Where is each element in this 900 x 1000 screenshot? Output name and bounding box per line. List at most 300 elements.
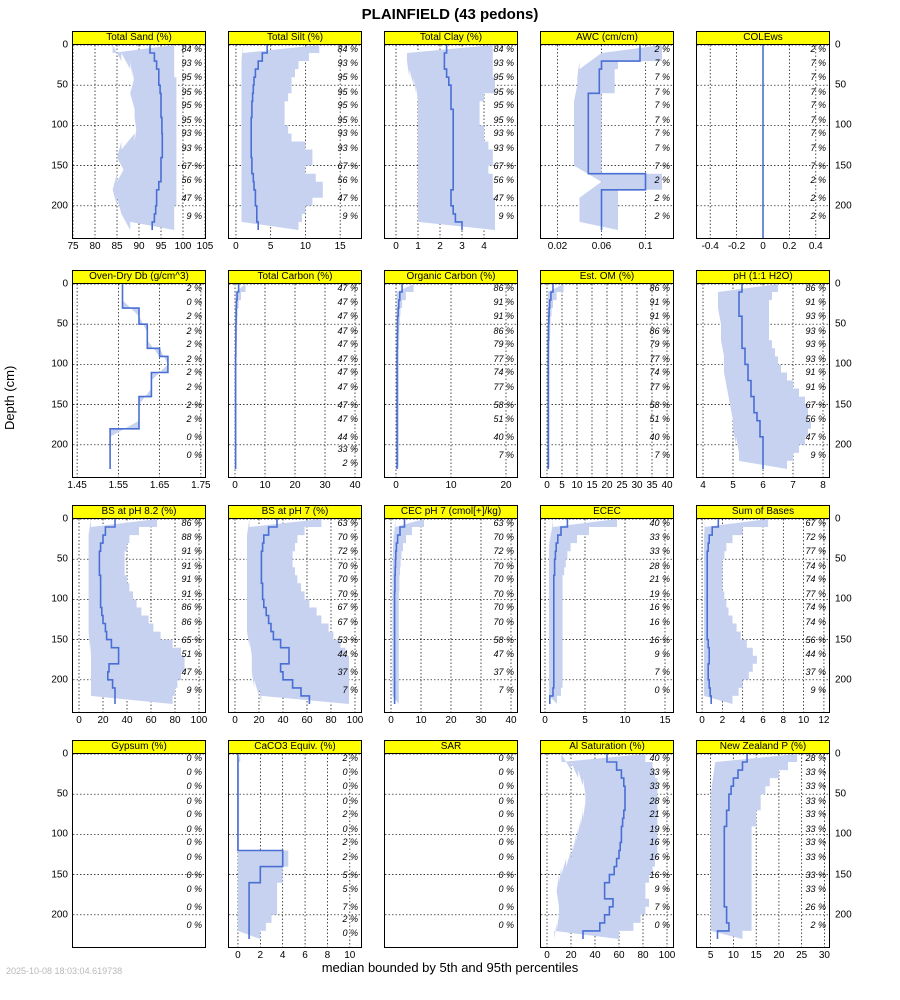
- x-tick-label: 4: [700, 480, 706, 491]
- percentile-label: 65 %: [181, 634, 202, 645]
- percentile-label: 7 %: [498, 685, 514, 696]
- x-tick-labels: [697, 715, 829, 729]
- percentile-annotations: [696, 518, 826, 713]
- panel-title: Gypsum (%): [72, 740, 206, 754]
- percentile-label: 67 %: [493, 160, 514, 171]
- percentile-label: 77 %: [493, 353, 514, 364]
- percentile-label: 74 %: [805, 616, 826, 627]
- percentile-annotations: [540, 753, 670, 948]
- percentile-label: 70 %: [493, 531, 514, 542]
- percentile-label: 67 %: [805, 399, 826, 410]
- panel-title: Organic Carbon (%): [384, 270, 518, 284]
- panel-title: COLEws: [696, 31, 830, 45]
- percentile-label: 47 %: [337, 339, 358, 350]
- x-tick-label: 1.75: [191, 480, 211, 491]
- x-tick-label: 10: [259, 480, 271, 491]
- percentile-label: 86 %: [181, 602, 202, 613]
- panel-title: BS at pH 8.2 (%): [72, 505, 206, 519]
- panel-title: Total Clay (%): [384, 31, 518, 45]
- x-tick-labels: [541, 715, 673, 729]
- depth-tick-label: 50: [835, 318, 847, 330]
- x-tick-label: 35: [646, 480, 658, 491]
- percentile-label: 2 %: [810, 920, 826, 931]
- percentile-label: 7 %: [810, 160, 826, 171]
- percentile-label: 47 %: [337, 399, 358, 410]
- percentile-label: 47 %: [337, 367, 358, 378]
- depth-tick-label: 0: [62, 513, 68, 525]
- x-tick-label: 10: [571, 480, 583, 491]
- percentile-label: 28 %: [649, 560, 670, 571]
- x-tick-label: 80: [637, 950, 649, 961]
- percentile-label: 0 %: [186, 920, 202, 931]
- x-tick-label: 0.02: [547, 241, 568, 252]
- x-tick-label: 7: [790, 480, 796, 491]
- percentile-label: 95 %: [337, 100, 358, 111]
- page-title: PLAINFIELD (43 pedons): [361, 6, 539, 23]
- percentile-label: 74 %: [805, 602, 826, 613]
- percentile-label: 33 %: [805, 823, 826, 834]
- x-tick-labels: [67, 241, 214, 255]
- percentile-label: 0 %: [186, 823, 202, 834]
- percentile-label: 2 %: [810, 211, 826, 222]
- percentile-label: 2 %: [342, 913, 358, 924]
- percentile-label: 16 %: [649, 634, 670, 645]
- percentile-label: 84 %: [181, 44, 202, 55]
- percentile-label: 26 %: [805, 901, 826, 912]
- percentile-label: 95 %: [181, 86, 202, 97]
- x-tick-label: 3: [459, 241, 465, 252]
- percentile-label: 58 %: [493, 399, 514, 410]
- percentile-label: 9 %: [186, 685, 202, 696]
- percentile-annotations: [696, 283, 826, 478]
- percentile-label: 56 %: [337, 175, 358, 186]
- percentile-annotations: [384, 44, 514, 239]
- percentile-label: 2 %: [342, 837, 358, 848]
- panel-total-sand: [51, 31, 214, 252]
- x-tick-label: 8: [820, 480, 826, 491]
- percentile-label: 0 %: [498, 869, 514, 880]
- panel-title: Al Saturation (%): [540, 740, 674, 754]
- percentile-annotations: [696, 44, 826, 239]
- x-tick-label: -0.2: [727, 241, 746, 252]
- x-tick-label: 4: [279, 950, 286, 961]
- percentile-label: 0 %: [186, 781, 202, 792]
- x-tick-label: 0: [235, 950, 241, 961]
- x-tick-label: 30: [818, 950, 830, 961]
- depth-tick-labels: [42, 39, 68, 239]
- percentile-label: 7 %: [654, 142, 670, 153]
- percentile-label: 2 %: [186, 339, 202, 350]
- panel-title: BS at pH 7 (%): [228, 505, 362, 519]
- x-tick-labels: [541, 950, 676, 964]
- depth-tick-labels: [42, 748, 68, 948]
- panel-title: CEC pH 7 (cmol[+]/kg): [384, 505, 518, 519]
- percentile-label: 79 %: [493, 339, 514, 350]
- x-tick-label: 2: [257, 950, 264, 961]
- percentile-label: 67 %: [337, 616, 358, 627]
- percentile-label: 67 %: [805, 518, 826, 529]
- panel-bs-at-ph-7: [228, 505, 364, 726]
- x-tick-label: 6: [760, 480, 766, 491]
- depth-tick-label: 200: [51, 200, 68, 212]
- percentile-label: 7 %: [654, 86, 670, 97]
- percentile-label: 7 %: [810, 142, 826, 153]
- depth-tick-label: 200: [51, 909, 68, 921]
- panel-title: AWC (cm/cm): [540, 31, 674, 45]
- percentile-label: 2 %: [186, 353, 202, 364]
- panel-total-clay: [384, 31, 518, 252]
- percentile-label: 47 %: [337, 311, 358, 322]
- percentile-label: 0 %: [186, 753, 202, 764]
- x-tick-labels: [697, 480, 829, 494]
- x-tick-label: 15: [659, 715, 671, 726]
- depth-tick-label: 150: [51, 634, 68, 646]
- percentile-label: 33 %: [805, 809, 826, 820]
- percentile-label: 21 %: [649, 809, 670, 820]
- percentile-label: 9 %: [342, 211, 358, 222]
- percentile-label: 0 %: [498, 781, 514, 792]
- percentile-label: 91 %: [805, 381, 826, 392]
- y-axis-label: Depth (cm): [2, 365, 17, 430]
- percentile-label: 2 %: [810, 192, 826, 203]
- x-tick-label: 75: [67, 241, 79, 252]
- percentile-label: 56 %: [181, 175, 202, 186]
- depth-tick-label: 50: [56, 788, 68, 800]
- depth-tick-label: 150: [835, 634, 852, 646]
- percentile-label: 56 %: [493, 175, 514, 186]
- panel-total-silt: [228, 31, 362, 252]
- percentile-label: 7 %: [342, 685, 358, 696]
- percentile-label: 0 %: [498, 823, 514, 834]
- percentile-label: 0 %: [186, 901, 202, 912]
- panel-organic-carbon: [384, 270, 518, 491]
- percentile-annotations: [228, 753, 358, 948]
- percentile-label: 77 %: [493, 381, 514, 392]
- x-tick-label: 0: [232, 715, 238, 726]
- percentile-label: 70 %: [337, 560, 358, 571]
- percentile-label: 33 %: [805, 869, 826, 880]
- x-tick-label: 80: [169, 715, 181, 726]
- x-tick-labels: [229, 241, 361, 255]
- percentile-label: 63 %: [337, 518, 358, 529]
- x-tick-label: 5: [267, 241, 274, 252]
- percentile-label: 0 %: [186, 766, 202, 777]
- depth-tick-label: 0: [835, 39, 841, 51]
- panel-sum-of-bases: [696, 505, 852, 726]
- percentile-label: 95 %: [493, 114, 514, 125]
- x-tick-labels: [67, 480, 211, 494]
- x-tick-label: 25: [616, 480, 628, 491]
- percentile-label: 95 %: [337, 72, 358, 83]
- percentile-label: 7 %: [654, 666, 670, 677]
- percentile-label: 0 %: [186, 869, 202, 880]
- x-tick-labels: [697, 950, 829, 964]
- panel-bs-at-ph-8-2: [51, 505, 208, 726]
- percentile-label: 93 %: [493, 128, 514, 139]
- percentile-label: 91 %: [493, 311, 514, 322]
- percentile-annotations: [384, 753, 514, 948]
- depth-tick-label: 150: [835, 160, 852, 172]
- percentile-label: 0 %: [186, 795, 202, 806]
- x-tick-labels: [385, 241, 517, 255]
- percentile-label: 2 %: [186, 414, 202, 425]
- x-tick-label: 15: [334, 241, 346, 252]
- x-tick-label: 30: [475, 715, 487, 726]
- percentile-annotations: [384, 283, 514, 478]
- x-tick-label: 10: [619, 715, 631, 726]
- x-tick-label: 40: [121, 715, 133, 726]
- percentile-label: 56 %: [805, 634, 826, 645]
- percentile-label: 0 %: [342, 766, 358, 777]
- x-tick-label: 1.45: [67, 480, 87, 491]
- x-tick-label: 0.1: [638, 241, 653, 252]
- percentile-label: 88 %: [181, 531, 202, 542]
- depth-tick-label: 0: [835, 513, 841, 525]
- percentile-label: 67 %: [337, 160, 358, 171]
- percentile-label: 56 %: [805, 414, 826, 425]
- percentile-label: 93 %: [181, 142, 202, 153]
- x-tick-label: 5: [707, 950, 714, 961]
- panel-al-saturation: [540, 740, 676, 961]
- x-tick-labels: [73, 715, 208, 729]
- x-tick-label: 20: [289, 480, 301, 491]
- depth-tick-label: 0: [835, 278, 841, 290]
- percentile-label: 47 %: [337, 283, 358, 294]
- depth-tick-label: 150: [51, 399, 68, 411]
- depth-tick-label: 50: [56, 553, 68, 565]
- x-tick-label: 40: [589, 950, 601, 961]
- panel-oven-dry-db-g-cm-3: [51, 270, 211, 491]
- percentile-label: 74 %: [805, 560, 826, 571]
- percentile-label: 74 %: [805, 574, 826, 585]
- x-tick-label: 0: [233, 241, 239, 252]
- percentile-label: 86 %: [649, 325, 670, 336]
- percentile-label: 58 %: [493, 634, 514, 645]
- percentile-label: 7 %: [654, 160, 670, 171]
- percentile-label: 86 %: [181, 518, 202, 529]
- x-tick-label: 6: [760, 715, 766, 726]
- percentile-label: 72 %: [805, 531, 826, 542]
- x-tick-label: 0: [544, 480, 550, 491]
- x-tick-label: 0: [393, 480, 399, 491]
- panel-title: ECEC: [540, 505, 674, 519]
- panel-ecec: [540, 505, 674, 726]
- percentile-label: 7 %: [810, 72, 826, 83]
- x-tick-label: 80: [89, 241, 101, 252]
- percentile-label: 7 %: [654, 128, 670, 139]
- percentile-label: 77 %: [649, 353, 670, 364]
- percentile-label: 9 %: [498, 211, 514, 222]
- percentile-label: 9 %: [810, 685, 826, 696]
- percentile-label: 0 %: [342, 823, 358, 834]
- percentile-label: 7 %: [810, 114, 826, 125]
- percentile-label: 5 %: [342, 869, 358, 880]
- percentile-label: 0 %: [186, 809, 202, 820]
- percentile-annotations: [540, 518, 670, 713]
- x-tick-label: 5: [730, 480, 736, 491]
- panel-title: SAR: [384, 740, 518, 754]
- percentile-label: 70 %: [493, 588, 514, 599]
- percentile-label: 0 %: [342, 927, 358, 938]
- x-tick-label: 20: [601, 480, 613, 491]
- percentile-label: 70 %: [337, 574, 358, 585]
- x-tick-label: 2: [437, 241, 443, 252]
- percentile-label: 93 %: [181, 57, 202, 68]
- depth-tick-label: 0: [62, 748, 68, 760]
- panel-title: Est. OM (%): [540, 270, 674, 284]
- depth-tick-label: 100: [51, 358, 68, 370]
- panel-est-om: [540, 270, 674, 491]
- percentile-label: 0 %: [654, 920, 670, 931]
- percentile-label: 93 %: [805, 311, 826, 322]
- percentile-annotations: [72, 44, 202, 239]
- percentile-label: 63 %: [493, 518, 514, 529]
- percentile-label: 53 %: [337, 634, 358, 645]
- percentile-label: 28 %: [805, 753, 826, 764]
- percentile-label: 51 %: [493, 414, 514, 425]
- x-tick-label: 1.55: [108, 480, 129, 491]
- x-tick-labels: [385, 715, 517, 729]
- percentile-annotations: [72, 518, 202, 713]
- depth-tick-label: 0: [835, 748, 841, 760]
- percentile-label: 67 %: [337, 602, 358, 613]
- x-tick-label: 1.65: [149, 480, 170, 491]
- percentile-label: 33 %: [649, 546, 670, 557]
- percentile-label: 91 %: [805, 367, 826, 378]
- x-tick-label: 1: [415, 241, 421, 252]
- percentile-label: 7 %: [810, 100, 826, 111]
- x-tick-label: 30: [319, 480, 331, 491]
- depth-tick-label: 150: [51, 160, 68, 172]
- percentile-label: 16 %: [649, 616, 670, 627]
- x-tick-label: 20: [97, 715, 109, 726]
- x-tick-label: 40: [349, 480, 361, 491]
- percentile-label: 91 %: [649, 311, 670, 322]
- percentile-label: 77 %: [805, 546, 826, 557]
- percentile-label: 0 %: [498, 809, 514, 820]
- percentile-label: 91 %: [181, 574, 202, 585]
- panel-sar: [384, 740, 518, 949]
- panel-caco3-equiv: [228, 740, 362, 961]
- depth-tick-label: 100: [51, 593, 68, 605]
- x-tick-label: 25: [796, 950, 808, 961]
- x-tick-label: 10: [798, 715, 810, 726]
- depth-tick-label: 200: [835, 909, 852, 921]
- percentile-label: 91 %: [649, 296, 670, 307]
- x-tick-label: 20: [253, 715, 265, 726]
- percentile-label: 7 %: [342, 901, 358, 912]
- x-tick-labels: [541, 241, 673, 255]
- percentile-label: 72 %: [337, 546, 358, 557]
- panel-title: pH (1:1 H2O): [696, 270, 830, 284]
- percentile-label: 28 %: [649, 795, 670, 806]
- percentile-label: 79 %: [649, 339, 670, 350]
- percentile-label: 44 %: [805, 649, 826, 660]
- percentile-label: 47 %: [337, 296, 358, 307]
- percentile-label: 2 %: [654, 192, 670, 203]
- percentile-label: 70 %: [493, 560, 514, 571]
- percentile-label: 9 %: [810, 450, 826, 461]
- percentile-label: 47 %: [337, 192, 358, 203]
- percentile-label: 33 %: [649, 781, 670, 792]
- percentile-label: 70 %: [337, 588, 358, 599]
- percentile-label: 33 %: [805, 884, 826, 895]
- percentile-label: 0 %: [186, 837, 202, 848]
- percentile-label: 0 %: [498, 901, 514, 912]
- x-tick-label: 2: [719, 715, 726, 726]
- percentile-label: 33 %: [649, 531, 670, 542]
- percentile-label: 16 %: [649, 602, 670, 613]
- percentile-label: 95 %: [337, 114, 358, 125]
- percentile-label: 2 %: [654, 44, 670, 55]
- percentile-label: 0 %: [498, 884, 514, 895]
- percentile-label: 0 %: [498, 837, 514, 848]
- percentile-label: 9 %: [654, 884, 670, 895]
- x-tick-labels: [385, 480, 517, 494]
- percentile-annotations: [228, 518, 358, 713]
- percentile-label: 33 %: [805, 766, 826, 777]
- depth-tick-label: 200: [835, 439, 852, 451]
- percentile-annotations: [384, 518, 514, 713]
- percentile-label: 95 %: [493, 86, 514, 97]
- percentile-label: 58 %: [649, 399, 670, 410]
- percentile-label: 91 %: [181, 546, 202, 557]
- x-tick-label: 8: [780, 715, 787, 726]
- depth-tick-labels: [835, 748, 863, 948]
- percentile-label: 0 %: [186, 431, 202, 442]
- percentile-label: 86 %: [493, 325, 514, 336]
- percentile-label: 51 %: [181, 649, 202, 660]
- percentile-annotations: [696, 753, 826, 948]
- percentile-label: 2 %: [342, 851, 358, 862]
- percentile-label: 95 %: [181, 100, 202, 111]
- percentile-label: 70 %: [493, 602, 514, 613]
- percentile-label: 0 %: [498, 766, 514, 777]
- percentile-annotations: [72, 753, 202, 948]
- x-tick-label: 10: [727, 950, 739, 961]
- percentile-label: 93 %: [181, 128, 202, 139]
- percentile-label: 33 %: [649, 766, 670, 777]
- panel-title: CaCO3 Equiv. (%): [228, 740, 362, 754]
- percentile-label: 33 %: [805, 795, 826, 806]
- x-tick-label: 5: [582, 715, 588, 726]
- percentile-label: 0 %: [498, 753, 514, 764]
- percentile-label: 91 %: [493, 296, 514, 307]
- x-tick-label: 20: [565, 950, 577, 961]
- x-tick-label: 20: [500, 480, 512, 491]
- percentile-label: 7 %: [810, 128, 826, 139]
- percentile-label: 40 %: [649, 518, 670, 529]
- percentile-label: 95 %: [181, 72, 202, 83]
- timestamp: 2025-10-08 18:03:04.619738: [6, 966, 123, 976]
- panel-new-zealand-p: [696, 740, 852, 961]
- percentile-label: 47 %: [493, 649, 514, 660]
- x-tick-label: 20: [445, 715, 457, 726]
- depth-tick-labels: [835, 39, 863, 239]
- depth-tick-label: 100: [835, 358, 852, 370]
- percentile-label: 0 %: [186, 851, 202, 862]
- percentile-label: 7 %: [654, 100, 670, 111]
- depth-tick-labels: [42, 278, 68, 478]
- x-tick-labels: [229, 715, 364, 729]
- panel-cec-ph-7-cmol-kg: [384, 505, 518, 726]
- figure-caption: median bounded by 5th and 95th percentiles: [321, 960, 579, 975]
- percentile-label: 93 %: [337, 57, 358, 68]
- panel-title: Total Silt (%): [228, 31, 362, 45]
- percentile-label: 7 %: [810, 57, 826, 68]
- x-tick-label: 100: [346, 715, 364, 726]
- percentile-label: 7 %: [654, 450, 670, 461]
